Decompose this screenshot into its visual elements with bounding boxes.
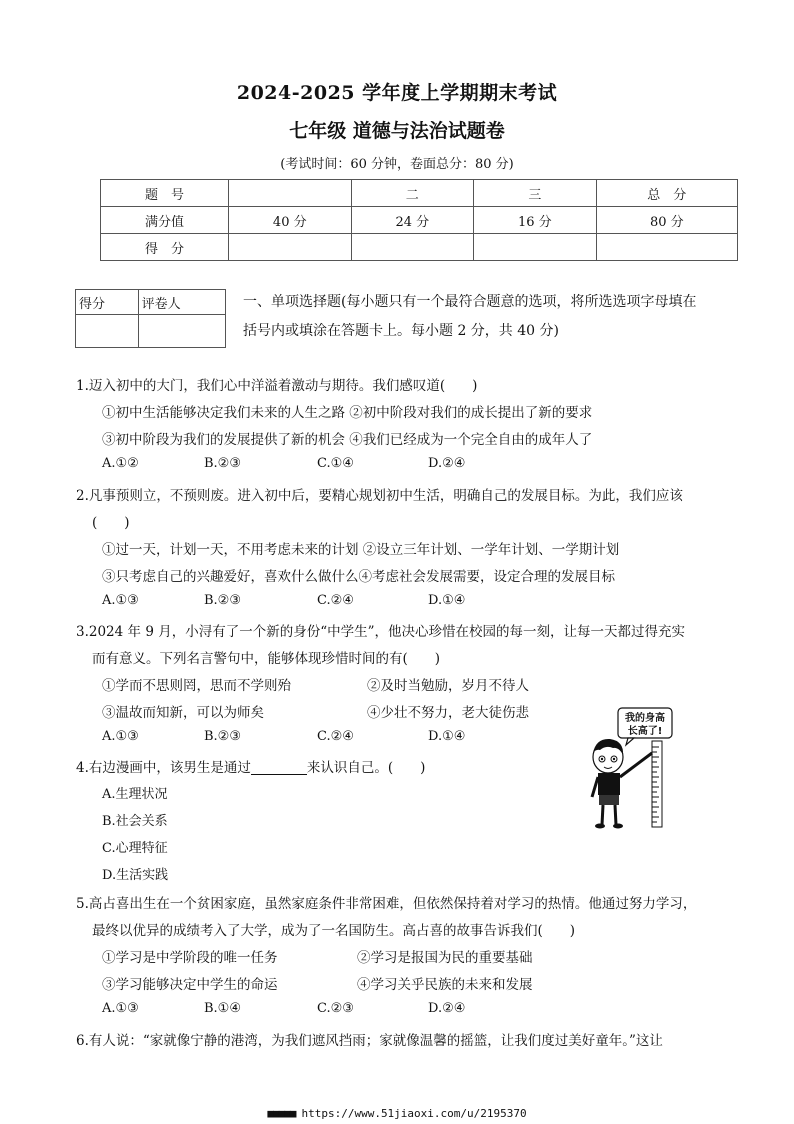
grader-score-cell[interactable] [76,315,139,348]
answer-blank[interactable] [251,760,307,775]
question-4-stem-part: 4.右边漫画中，该男生是通过 [76,760,251,776]
score-cell: 题 号 [101,180,229,207]
question-5-choice-b[interactable]: B.①④ [204,1001,241,1016]
score-cell[interactable] [229,234,352,261]
score-cell: 满分值 [101,207,229,234]
score-cell: 24 分 [351,207,474,234]
grader-box [75,289,226,348]
question-2-choice-b[interactable]: B.②③ [204,593,241,608]
question-2-stem-cont: ( ) [92,515,130,531]
score-cell[interactable] [351,234,474,261]
score-cell: 16 分 [474,207,597,234]
exam-note: (考试时间：60 分钟，卷面总分：80 分) [280,157,514,172]
question-3-stem: 3.2024 年 9 月，小浔有了一个新的身份“中学生”，他决心珍惜在校园的每一刻，让每一天都过得充实 [76,624,686,640]
score-table-row [101,207,738,234]
question-2-choice-a[interactable]: A.①③ [102,593,139,608]
question-3-choice-c[interactable]: C.②④ [317,729,354,744]
question-5-statement: ④学习关乎民族的未来和发展 [357,977,533,993]
question-1-choice-a[interactable]: A.①② [102,456,139,471]
score-table-row [101,234,738,261]
question-4-stem-part: 来认识自己。( ) [306,760,426,776]
question-5-choice-c[interactable]: C.②③ [317,1001,354,1016]
score-cell: 80 分 [596,207,737,234]
footer-url[interactable]: https://www.51jiaoxi.com/u/2195370 [301,1107,527,1120]
question-4-choice-a[interactable]: A.生理状况 [102,787,168,802]
footer-watermark [0,1107,794,1120]
question-1-statement: ①初中生活能够决定我们未来的人生之路 ②初中阶段对我们的成长提出了新的要求 [102,405,593,421]
question-3-stem-cont: 而有意义。下列名言警句中，能够体现珍惜时间的有( ) [92,651,441,667]
question-5-choice-d[interactable]: D.②④ [428,1001,466,1016]
question-1-statement: ③初中阶段为我们的发展提供了新的机会 ④我们已经成为一个完全自由的成年人了 [102,432,593,448]
svg-text:长高了!: 长高了! [627,726,663,737]
boy-measuring-height-icon [586,705,706,830]
question-2-stem: 2.凡事预则立，不预则废。进入初中后，要精心规划初中生活，明确自己的发展目标。为此，我们应该 [76,488,683,504]
question-4-stem [76,756,425,776]
score-cell: 40 分 [229,207,352,234]
score-table-row [101,180,738,207]
question-5-stem: 5.高占喜出生在一个贫困家庭，虽然家庭条件非常困难，但依然保持着对学习的热情。他通过努力学习， [76,896,697,912]
exam-title: 2024-2025 学年度上学期期末考试 [236,82,558,104]
question-3-choice-d[interactable]: D.①④ [428,729,466,744]
score-cell [229,180,352,207]
section-heading-line: 一、单项选择题(每小题只有一个最符合题意的选项，将所选选项字母填在 [243,294,697,310]
score-table [100,179,738,261]
score-cell[interactable] [596,234,737,261]
question-4-choice-c[interactable]: C.心理特征 [102,841,168,856]
score-cell[interactable] [474,234,597,261]
score-cell: 总 分 [596,180,737,207]
section-heading-line: 括号内或填涂在答题卡上。每小题 2 分，共 40 分) [243,323,559,339]
question-3-statement: ④少壮不努力，老大徒伤悲 [367,705,529,721]
question-1-choice-d[interactable]: D.②④ [428,456,466,471]
question-2-choice-c[interactable]: C.②④ [317,593,354,608]
question-2-statement: ③只考虑自己的兴趣爱好，喜欢什么做什么④考虑社会发展需要，设定合理的发展目标 [102,569,615,585]
question-1-choice-c[interactable]: C.①④ [317,456,354,471]
question-5-statement: ②学习是报国为民的重要基础 [357,950,533,966]
question-6-stem: 6.有人说：“家就像宁静的港湾，为我们遮风挡雨；家就像温馨的摇篮，让我们度过美好童年。”这让 [76,1033,663,1049]
question-4-choice-b[interactable]: B.社会关系 [102,814,168,829]
question-4-choice-d[interactable]: D.生活实践 [102,868,169,883]
score-cell: 得 分 [101,234,229,261]
question-5-choice-a[interactable]: A.①③ [102,1001,139,1016]
question-1-stem: 1.迈入初中的大门，我们心中洋溢着激动与期待。我们感叹道( ) [76,378,478,394]
question-3-statement: ③温故而知新，可以为师矣 [102,705,264,721]
score-cell: 三 [474,180,597,207]
question-3-choice-a[interactable]: A.①③ [102,729,139,744]
grader-name-cell[interactable] [138,315,225,348]
question-3-statement: ①学而不思则罔，思而不学则殆 [102,678,291,694]
score-cell: 二 [351,180,474,207]
section-heading [243,288,713,346]
question-5-stem-cont: 最终以优异的成绩考入了大学，成为了一名国防生。高占喜的故事告诉我们( ) [92,923,576,939]
question-2-statement: ①过一天，计划一天，不用考虑未来的计划 ②设立三年计划、一学年计划、一学期计划 [102,542,620,558]
height-measuring-cartoon [586,705,706,830]
question-2-choice-d[interactable]: D.①④ [428,593,466,608]
exam-subtitle: 七年级 道德与法治试题卷 [289,120,505,142]
question-3-choice-b[interactable]: B.②③ [204,729,241,744]
question-1-choice-b[interactable]: B.②③ [204,456,241,471]
grader-score-label: 得分 [76,290,139,315]
question-5-statement: ①学习是中学阶段的唯一任务 [102,950,278,966]
grader-name-label: 评卷人 [138,290,225,315]
speech-bubble-text: 我的身高 [625,713,665,724]
footer-dots: ■■■■■ [267,1107,296,1120]
question-3-statement: ②及时当勉励，岁月不待人 [367,678,529,694]
question-5-statement: ③学习能够决定中学生的命运 [102,977,278,993]
